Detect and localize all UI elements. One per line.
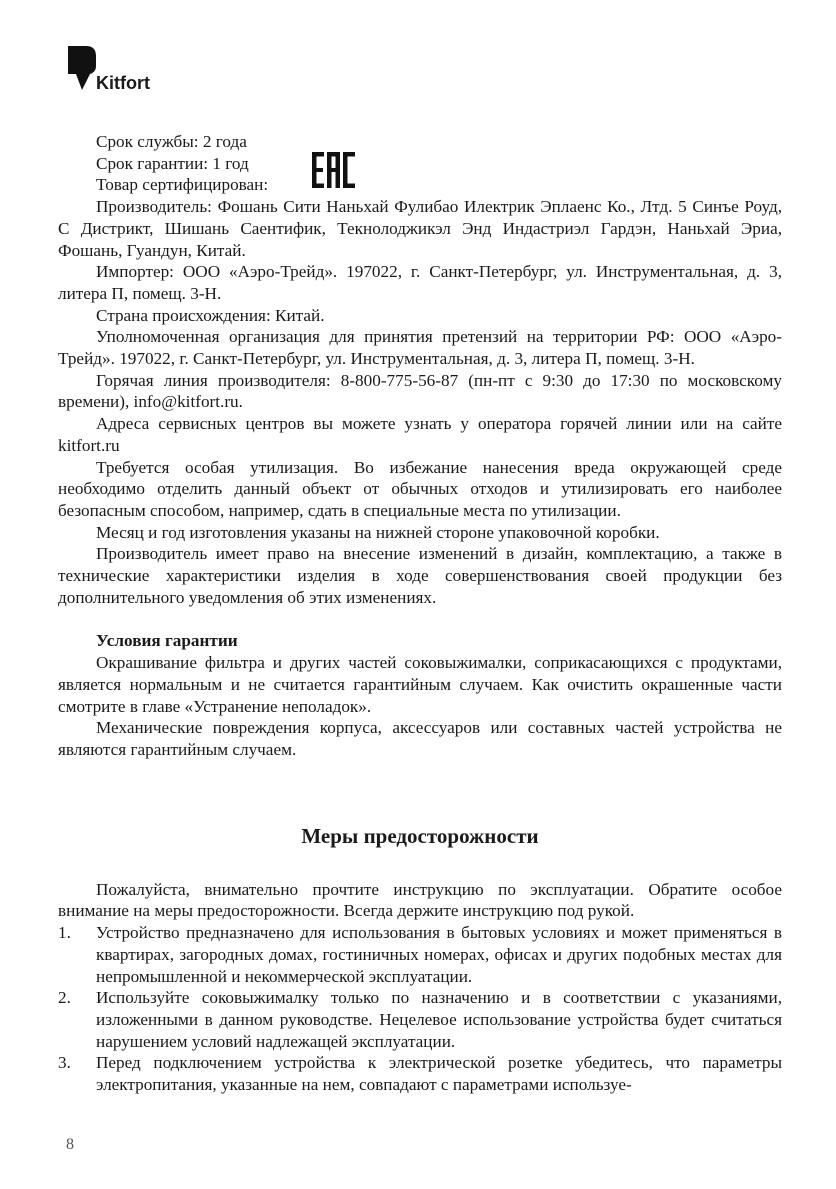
warranty-paragraph-2: Механические повреждения корпуса, аксессуаров или составных частей устройства не являются гарантийным случаем. bbox=[58, 718, 782, 759]
warranty-period: Срок гарантии: 1 год bbox=[96, 153, 249, 173]
changes-paragraph: Производитель имеет право на внесение изменений в дизайн, комплектацию, а также в технические характеристики изделия в ходе совершенствования своей продукции без дополнительного уведомления об этих изменениях. bbox=[58, 544, 782, 607]
list-item-number: 3. bbox=[58, 1053, 71, 1073]
list-item-number: 1. bbox=[58, 923, 71, 943]
certification-row bbox=[58, 174, 782, 196]
eac-mark-icon bbox=[312, 150, 356, 190]
brand-name: Kitfort bbox=[96, 73, 150, 93]
list-item-number: 2. bbox=[58, 988, 71, 1008]
list-item-text: Перед подключением устройства к электрической розетке убедитесь, что параметры электропитания, указанные на нем, совпадают с параметрами используе- bbox=[96, 1053, 782, 1095]
list-item bbox=[58, 922, 782, 987]
warranty-paragraph-1: Окрашивание фильтра и других частей соковыжималки, соприкасающихся с продуктами, является нормальным и не считается гарантийным случаем. Как очистить окрашенные части смотрите в главе «Устранение неполадок». bbox=[58, 653, 782, 716]
warranty-heading: Условия гарантии bbox=[96, 631, 238, 651]
country-paragraph: Страна происхождения: Китай. bbox=[96, 305, 325, 325]
list-item bbox=[58, 1052, 782, 1095]
list-item bbox=[58, 987, 782, 1052]
list-item-text: Используйте соковыжималку только по назначению и в соответствии с указаниями, изложенными в данном руководстве. Нецелевое использование устройства будет считаться нарушением условий надлежащей эксплуатации. bbox=[96, 988, 782, 1051]
section-title: Меры предосторожности bbox=[301, 823, 539, 848]
production-date-paragraph: Месяц и год изготовления указаны на нижней стороне упаковочной коробки. bbox=[96, 522, 660, 542]
disposal-paragraph: Требуется особая утилизация. Во избежание нанесения вреда окружающей среде необходимо отделить данный объект от обычных отходов и утилизировать его наиболее безопасным способом, например, сдать в специальные места по утилизации. bbox=[58, 457, 782, 520]
service-centers-paragraph: Адреса сервисных центров вы можете узнать у оператора горячей линии или на сайте kitfort.ru bbox=[58, 414, 782, 455]
precautions-list bbox=[58, 922, 782, 1096]
service-life: Срок службы: 2 года bbox=[96, 132, 247, 151]
hotline-paragraph: Горячая линия производителя: 8-800-775-56-87 (пн-пт с 9:30 до 17:30 по московскому времени), info@kitfort.ru. bbox=[58, 370, 782, 412]
page-content bbox=[58, 131, 782, 1096]
precautions-intro: Пожалуйста, внимательно прочтите инструкцию по эксплуатации. Обратите особое внимание на меры предосторожности. Всегда держите инструкцию под рукой. bbox=[58, 879, 782, 921]
authorized-org-paragraph: Уполномоченная организация для принятия претензий на территории РФ: ООО «Аэро-Трейд». 197022, г. Санкт-Петербург, ул. Инструментальная, д. 3, литера П, помещ. 3-Н. bbox=[58, 327, 782, 369]
importer-paragraph: Импортер: ООО «Аэро-Трейд». 197022, г. Санкт-Петербург, ул. Инструментальная, д. 3, литера П, помещ. 3-Н. bbox=[58, 262, 782, 303]
manufacturer-paragraph: Производитель: Фошань Сити Наньхай Фулибао Илектрик Эплаенс Ко., Лтд. 5 Синъе Роуд, С Дистрикт, Шишань Саентифик, Текнолоджикэл Энд Индастриэл Гардэн, Наньхай Эриа, Фошань, Гуандун, Китай. bbox=[58, 197, 782, 260]
list-item-text: Устройство предназначено для использования в бытовых условиях и может применяться в квартирах, загородных домах, гостиничных номерах, офисах и других подобных местах для непромышленной и некоммерческой эксплуатации. bbox=[96, 923, 782, 986]
certified-label: Товар сертифицирован: bbox=[96, 175, 269, 195]
kitfort-logo-icon bbox=[68, 46, 96, 90]
page-number: 8 bbox=[66, 1136, 74, 1153]
